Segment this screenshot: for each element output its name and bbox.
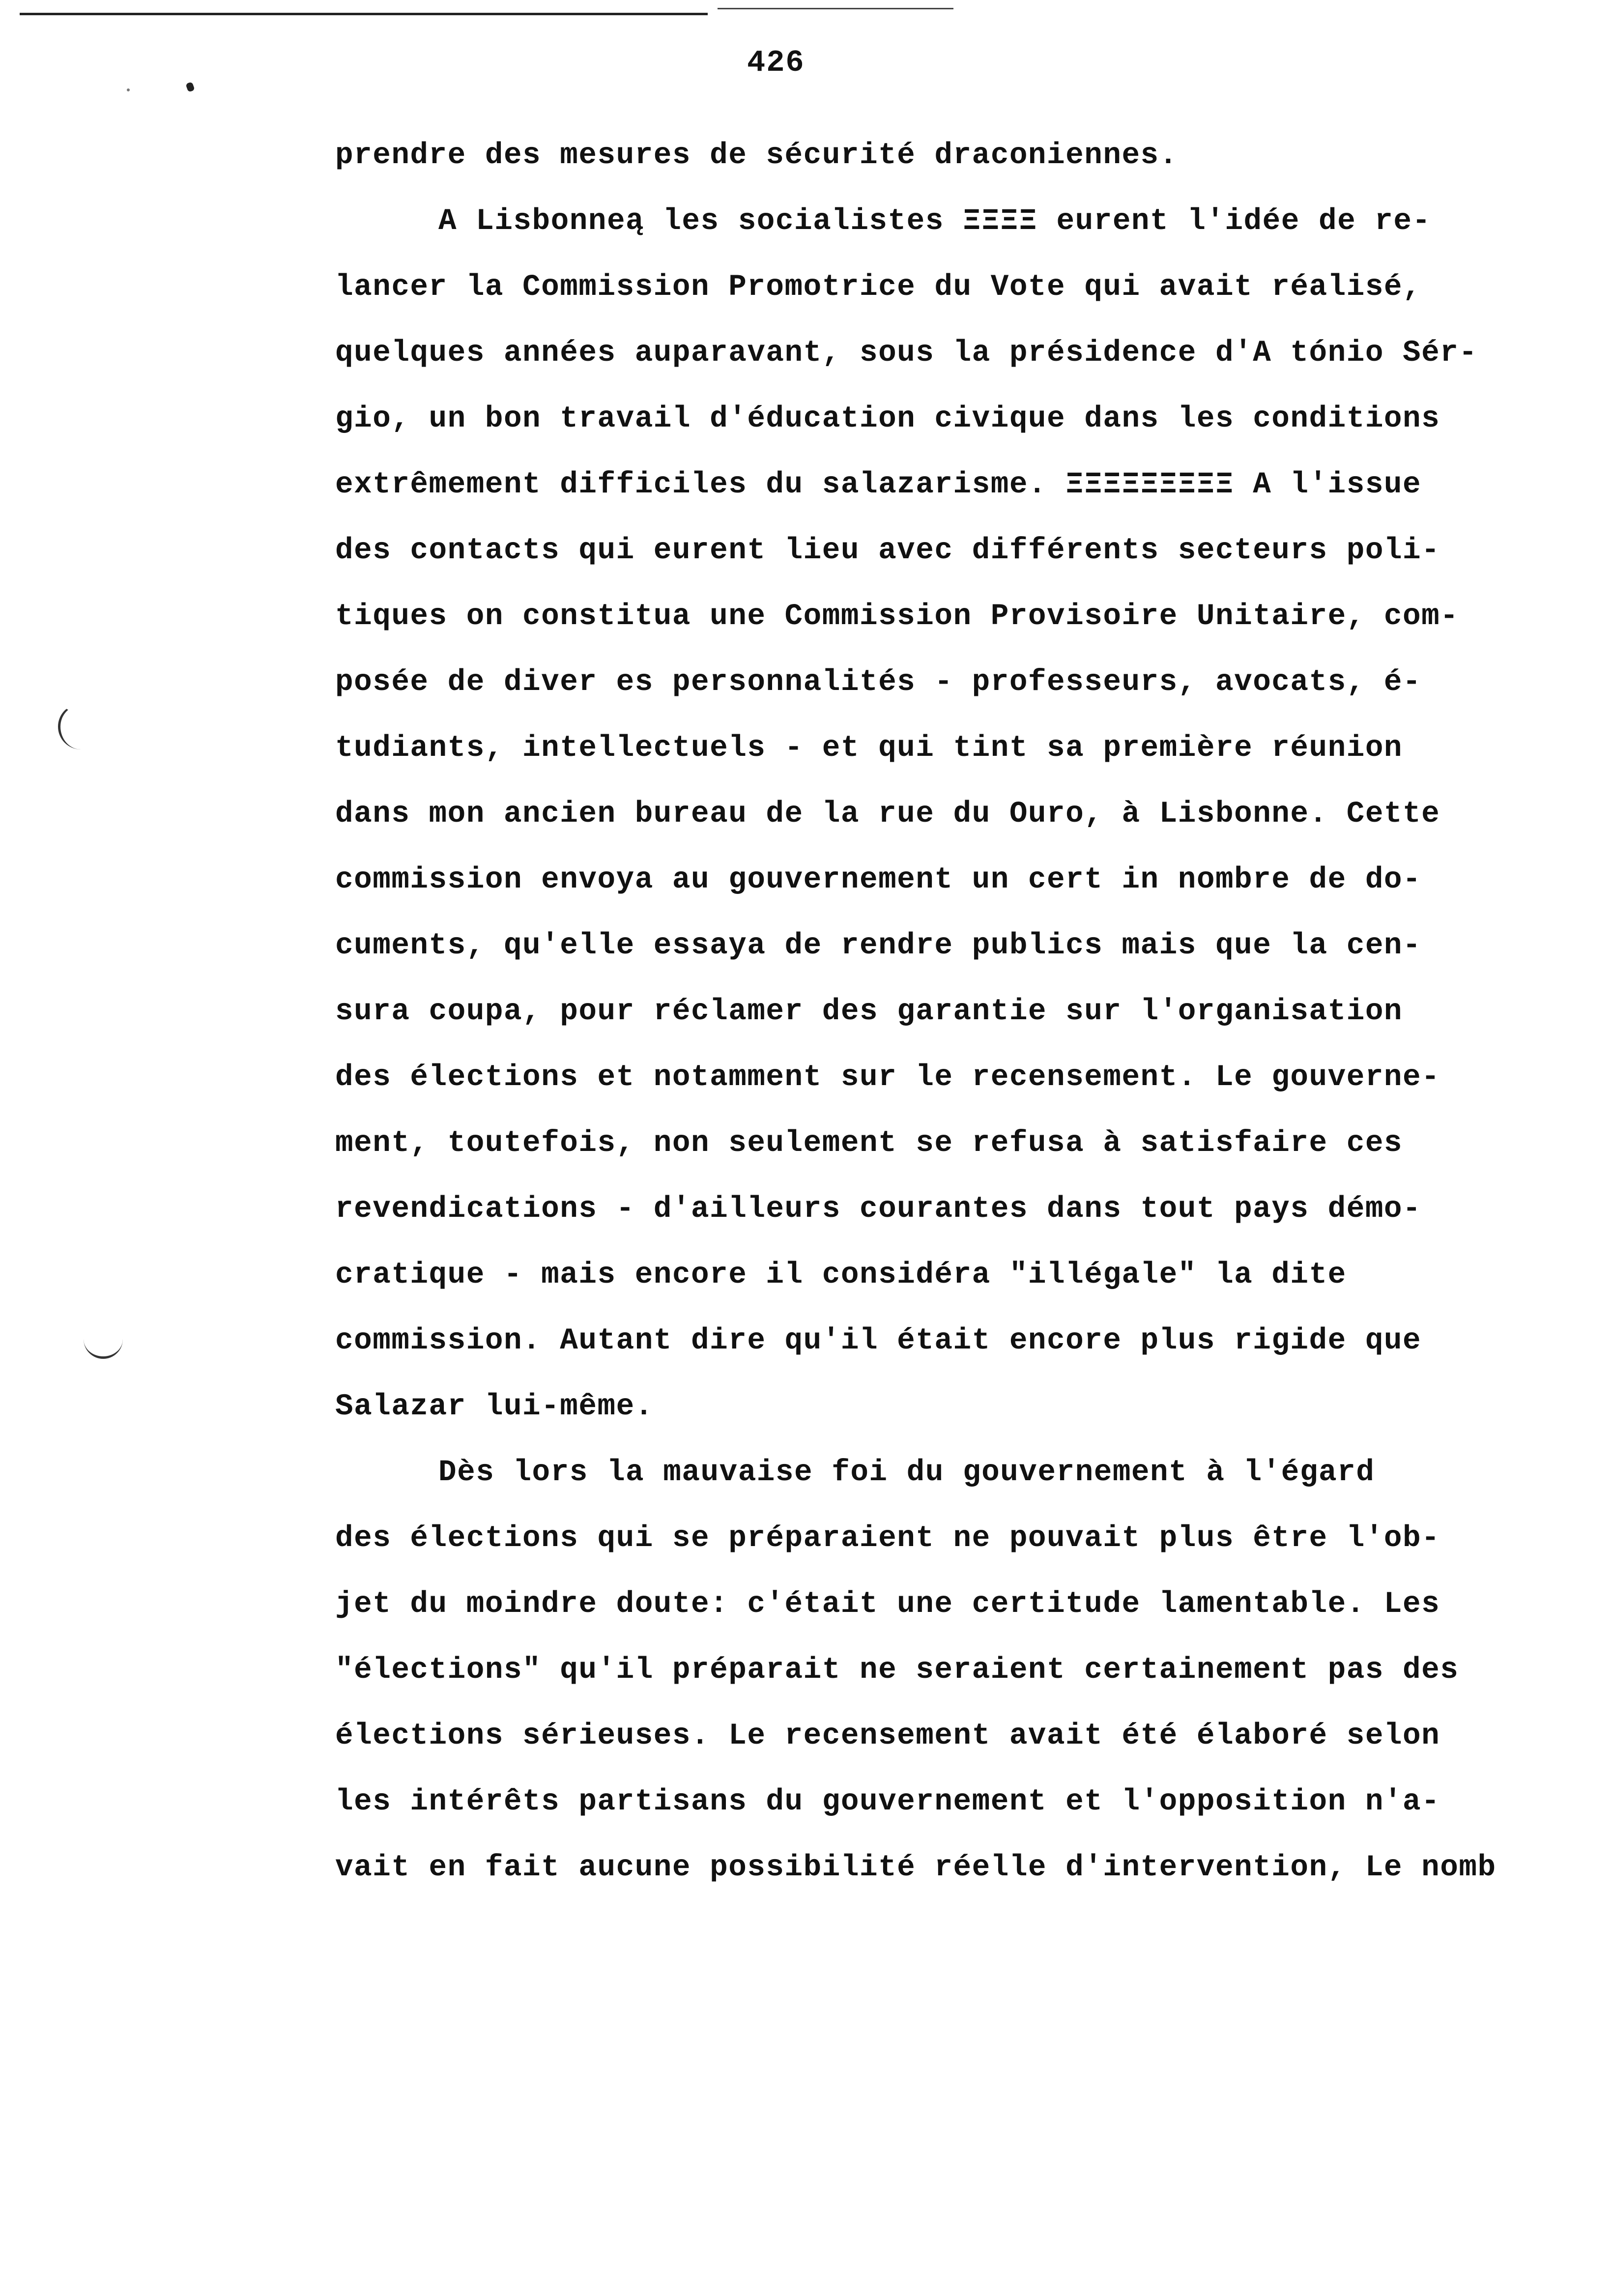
text-line: lancer la Commission Promotrice du Vote qui avait réalisé, bbox=[335, 270, 1422, 304]
text-line: des élections et notamment sur le recensement. Le gouverne- bbox=[335, 1061, 1440, 1094]
top-rule-right bbox=[718, 8, 953, 9]
text-line: sura coupa, pour réclamer des garantie sur l'organisation bbox=[335, 995, 1403, 1029]
text-line: dans mon ancien bureau de la rue du Ouro, à Lisbonne. Cette bbox=[335, 797, 1440, 831]
text-line: commission. Autant dire qu'il était encore plus rigide que bbox=[335, 1324, 1422, 1358]
text-line: les intérêts partisans du gouvernement et l'opposition n'a- bbox=[335, 1785, 1440, 1819]
body-text bbox=[335, 123, 1593, 1901]
text-line: cratique - mais encore il considéra "illégale" la dite bbox=[335, 1258, 1347, 1292]
text-line: Dès lors la mauvaise foi du gouvernement à l'égard bbox=[438, 1456, 1375, 1490]
text-line: des élections qui se préparaient ne pouvait plus être l'ob- bbox=[335, 1521, 1440, 1555]
text-line: ment, toutefois, non seulement se refusa à satisfaire ces bbox=[335, 1126, 1403, 1160]
text-line: vait en fait aucune possibilité réelle d'intervention, Le nomb bbox=[335, 1851, 1497, 1885]
text-line: commission envoya au gouvernement un cert in nombre de do- bbox=[335, 863, 1422, 897]
margin-ink-mark bbox=[185, 82, 195, 92]
text-line: gio, un bon travail d'éducation civique dans les conditions bbox=[335, 402, 1440, 436]
text-line: A Lisbonneą les socialistes ΞΞΞΞ eurent l'idée de re- bbox=[438, 204, 1431, 238]
text-line: "élections" qu'il préparait ne seraient certainement pas des bbox=[335, 1653, 1459, 1687]
text-line: Salazar lui-même. bbox=[335, 1390, 654, 1424]
text-line: cuments, qu'elle essaya de rendre publics mais que la cen- bbox=[335, 929, 1422, 963]
margin-speck bbox=[127, 88, 130, 91]
margin-curve-mark-lower bbox=[84, 1337, 123, 1359]
margin-curve-mark bbox=[58, 704, 100, 749]
text-line: tudiants, intellectuels - et qui tint sa première réunion bbox=[335, 731, 1403, 765]
text-line: prendre des mesures de sécurité draconiennes. bbox=[335, 139, 1178, 172]
page-number: 426 bbox=[747, 45, 805, 80]
top-rule-left bbox=[20, 13, 708, 15]
text-line: élections sérieuses. Le recensement avait été élaboré selon bbox=[335, 1719, 1440, 1753]
text-line: tiques on constitua une Commission Provisoire Unitaire, com- bbox=[335, 600, 1459, 633]
text-line: extrêmement difficiles du salazarisme. ΞΞΞΞΞΞΞΞΞ A l'issue bbox=[335, 468, 1422, 502]
text-line: posée de diver es personnalités - professeurs, avocats, é- bbox=[335, 665, 1422, 699]
text-line: des contacts qui eurent lieu avec différents secteurs poli- bbox=[335, 534, 1440, 568]
text-line: jet du moindre doute: c'était une certitude lamentable. Les bbox=[335, 1587, 1440, 1621]
text-line: quelques années auparavant, sous la présidence d'A tónio Sér- bbox=[335, 336, 1478, 370]
text-line: revendications - d'ailleurs courantes dans tout pays démo- bbox=[335, 1192, 1422, 1226]
